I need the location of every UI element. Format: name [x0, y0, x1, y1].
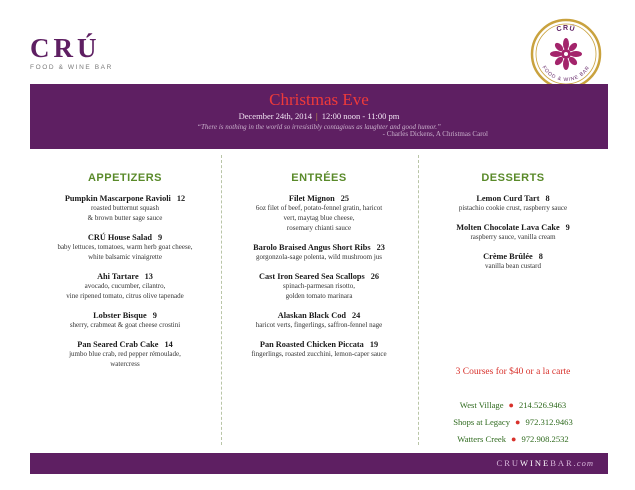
item-name-line — [420, 194, 606, 203]
item-name-line — [222, 311, 416, 320]
item-name: Molten Chocolate Lava Cake — [456, 223, 560, 232]
item-description: spinach-parmesan risotto, — [283, 282, 355, 290]
item-name-line — [30, 311, 220, 320]
menu-item — [420, 194, 606, 213]
item-description: avocado, cucumber, cilantro, — [84, 282, 166, 290]
locations-list — [420, 397, 606, 448]
item-price: 9 — [157, 233, 163, 242]
location-row — [420, 431, 606, 448]
event-title: Christmas Eve — [269, 90, 369, 109]
column-divider — [418, 155, 419, 445]
item-description: 6oz filet of beef, potato-fennel gratin, haricot — [255, 204, 383, 212]
menu-item — [30, 194, 220, 223]
item-description: rosemary chianti sauce — [286, 224, 352, 232]
item-description: roasted butternut squash — [90, 204, 160, 212]
item-name-line — [420, 223, 606, 232]
item-name: Pan Seared Crab Cake — [77, 340, 159, 349]
item-name-line — [222, 243, 416, 252]
event-date: December 24th, 2014 — [238, 111, 313, 121]
quote-attribution: - Charles Dickens, A Christmas Carol — [382, 130, 488, 138]
item-description: baby lettuces, tomatoes, warm herb goat cheese, — [57, 243, 193, 251]
event-quote: “There is nothing in the world so irresistibly contagious as laughter and good humor.” — [197, 123, 441, 131]
item-name-line — [222, 194, 416, 203]
menu-item — [222, 272, 416, 301]
item-name-line — [30, 194, 220, 203]
bullet-dot-icon: ● — [508, 400, 514, 410]
url-part: .com — [573, 458, 594, 468]
item-description: sherry, crabmeat & goat cheese crostini — [69, 321, 181, 329]
location-row — [420, 414, 606, 431]
item-price: 9 — [565, 223, 570, 232]
item-name-line — [222, 340, 416, 349]
item-price: 14 — [164, 340, 173, 349]
item-description: jumbo blue crab, red pepper rémoulade, — [69, 350, 181, 358]
item-name: Filet Mignon — [288, 194, 335, 203]
event-separator: | — [316, 111, 318, 121]
item-description: pistachio cookie crust, raspberry sauce — [458, 204, 568, 212]
item-description: gorgonzola-sage polenta, wild mushroom jus — [255, 253, 383, 261]
svg-text:CRÚ: CRÚ — [555, 25, 577, 34]
event-time: 12:00 noon - 11:00 pm — [321, 111, 400, 121]
menu-item — [222, 340, 416, 359]
item-name: Crème Brûlée — [483, 252, 533, 261]
entrees-section — [222, 172, 416, 369]
location-name: Shops at Legacy — [453, 417, 511, 427]
item-price: 12 — [176, 194, 186, 203]
menu-item — [222, 311, 416, 330]
item-price: 9 — [152, 311, 157, 320]
item-name-line — [222, 272, 416, 281]
item-price: 19 — [369, 340, 379, 349]
menu-item — [222, 194, 416, 233]
item-price: 13 — [144, 272, 153, 281]
item-name-line — [30, 340, 220, 349]
logo-name: CRÚ — [30, 33, 101, 63]
item-description: haricot verts, fingerlings, saffron-fennel nage — [255, 321, 383, 329]
item-description: watercress — [110, 360, 140, 368]
menu-item — [420, 252, 606, 271]
location-phone: 972.312.9463 — [525, 417, 573, 427]
event-date-time — [30, 111, 608, 121]
item-name: Pan Roasted Chicken Piccata — [259, 340, 364, 349]
item-name: Alaskan Black Cod — [277, 311, 346, 320]
event-banner — [30, 84, 608, 149]
item-price: 8 — [545, 194, 550, 203]
svg-text:FOOD & WINE BAR: FOOD & WINE BAR — [540, 64, 592, 84]
item-name: CRÚ House Salad — [87, 233, 152, 242]
url-part: BAR — [550, 458, 574, 468]
item-name: Lemon Curd Tart — [476, 194, 540, 203]
website-link[interactable] — [497, 458, 594, 468]
item-name-line — [30, 272, 220, 281]
item-description: vanilla bean custard — [485, 262, 541, 270]
location-phone: 972.908.2532 — [521, 434, 569, 444]
menu-item — [30, 272, 220, 301]
item-description: raspberry sauce, vanilla cream — [470, 233, 556, 241]
item-price: 24 — [351, 311, 361, 320]
item-name: Pumpkin Mascarpone Ravioli — [64, 194, 171, 203]
url-part: CRU — [496, 458, 521, 468]
location-name: Watters Creek — [457, 434, 506, 444]
appetizers-heading: APPETIZERS — [87, 172, 163, 184]
desserts-heading: DESSERTS — [481, 172, 545, 184]
item-price: 23 — [376, 243, 385, 252]
item-name: Ahi Tartare — [97, 272, 139, 281]
location-name: West Village — [459, 400, 504, 410]
footer-bar — [30, 453, 608, 474]
item-description: fingerlings, roasted zucchini, lemon-caper sauce — [251, 350, 387, 358]
entrees-heading: ENTRÉES — [291, 172, 347, 184]
appetizers-section — [30, 172, 220, 379]
bullet-dot-icon: ● — [511, 434, 517, 444]
item-description: golden tomato marinara — [285, 292, 353, 300]
menu-item — [30, 233, 220, 262]
menu-item — [420, 223, 606, 242]
item-description: vert, maytag blue cheese, — [283, 214, 355, 222]
item-price: 26 — [370, 272, 380, 281]
item-price: 25 — [340, 194, 350, 203]
location-row — [420, 397, 606, 414]
item-description: & brown butter sage sauce — [87, 214, 163, 222]
promo-text: 3 Courses for $40 or a la carte — [455, 367, 571, 377]
location-phone: 214.526.9463 — [518, 400, 567, 410]
item-name: Cast Iron Seared Sea Scallops — [258, 272, 365, 281]
logo-subtitle: FOOD & WINE BAR — [30, 64, 113, 71]
seal-logo-icon — [530, 18, 602, 90]
menu-item — [30, 340, 220, 369]
logo — [30, 34, 113, 71]
item-name-line — [420, 252, 606, 261]
item-name: Lobster Bisque — [93, 311, 147, 320]
desserts-section — [420, 172, 606, 281]
menu-item — [30, 311, 220, 330]
item-price: 8 — [538, 252, 543, 261]
menu-item — [222, 243, 416, 262]
item-name: Barolo Braised Angus Short Ribs — [253, 243, 371, 252]
item-name-line — [30, 233, 220, 242]
url-part: WINE — [520, 458, 551, 468]
bullet-dot-icon: ● — [515, 417, 521, 427]
item-description: vine ripened tomato, citrus olive tapenade — [66, 292, 184, 300]
item-description: white balsamic vinaigrette — [88, 253, 162, 261]
